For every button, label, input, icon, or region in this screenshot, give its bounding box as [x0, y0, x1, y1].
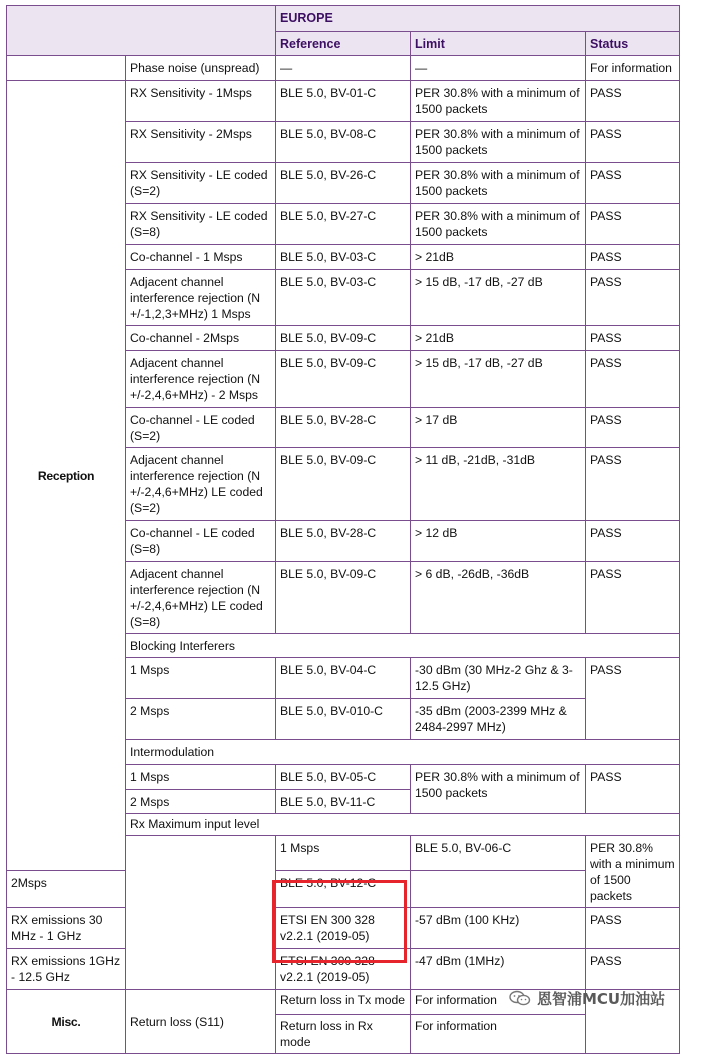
row-reference: BLE 5.0, BV-27-C [276, 204, 411, 245]
watermark-text: 恩智浦MCU加油站 [537, 989, 666, 1008]
row-status: PASS [586, 658, 680, 740]
limit-column-header: Limit [411, 32, 586, 56]
row-status: PASS [586, 270, 680, 326]
row-limit: -30 dBm (30 MHz-2 Ghz & 3-12.5 GHz) [411, 658, 586, 699]
row-name: Adjacent channel interference rejection (N +/-1,2,3+MHz) 1 Msps [126, 270, 276, 326]
section-blank [126, 836, 276, 990]
row-reference-tx: Return loss in Tx mode [276, 990, 411, 1015]
row-name: Co-channel - 1 Msps [126, 245, 276, 270]
row-name: Adjacent channel interference rejection (N +/-2,4,6+MHz) LE coded (S=8) [126, 562, 276, 634]
row-limit: > 12 dB [411, 521, 586, 562]
row-limit: — [411, 56, 586, 81]
table-row [7, 949, 680, 990]
row-reference: BLE 5.0, BV-09-C [276, 562, 411, 634]
row-name: Co-channel - LE coded (S=8) [126, 521, 276, 562]
row-name: 2 Msps [126, 699, 276, 740]
row-limit: -47 dBm (1MHz) [411, 949, 586, 990]
row-reference-rx: Return loss in Rx mode [276, 1015, 411, 1054]
row-status: PASS [586, 908, 680, 949]
row-name: RX Sensitivity - LE coded (S=2) [126, 163, 276, 204]
row-reference: — [276, 56, 411, 81]
region-header: EUROPE [276, 6, 680, 32]
row-limit-rx: For information [411, 1015, 586, 1054]
row-limit: > 21dB [411, 326, 586, 351]
row-name: 1 Msps [126, 765, 276, 790]
row-name: RX Sensitivity - 2Msps [126, 122, 276, 163]
row-status: PASS [586, 245, 680, 270]
table-row [7, 871, 680, 908]
row-limit: PER 30.8% with a minimum of 1500 packets [411, 163, 586, 204]
row-limit: > 6 dB, -26dB, -36dB [411, 562, 586, 634]
group-label: Blocking Interferers [126, 634, 680, 658]
row-reference: BLE 5.0, BV-03-C [276, 270, 411, 326]
row-limit: PER 30.8% with a minimum of 1500 packets [411, 204, 586, 245]
row-limit: > 15 dB, -17 dB, -27 dB [411, 351, 586, 408]
row-reference: BLE 5.0, BV-11-C [276, 790, 411, 814]
row-status: PASS [586, 448, 680, 521]
row-name: RX emissions 1GHz - 12.5 GHz [7, 949, 126, 990]
row-status: PASS [586, 122, 680, 163]
watermark [509, 986, 665, 1010]
row-limit: PER 30.8% with a minimum of 1500 packets [411, 122, 586, 163]
row-name: RX Sensitivity - LE coded (S=8) [126, 204, 276, 245]
row-limit: > 15 dB, -17 dB, -27 dB [411, 270, 586, 326]
section-blank [7, 56, 126, 81]
row-limit: -57 dBm (100 KHz) [411, 908, 586, 949]
row-name: Co-channel - 2Msps [126, 326, 276, 351]
group-label: Intermodulation [126, 740, 680, 765]
test-results-table [6, 5, 680, 1054]
row-name: 2 Msps [126, 790, 276, 814]
row-status: PASS [586, 521, 680, 562]
row-name: RX emissions 30 MHz - 1 GHz [7, 908, 126, 949]
row-limit: PER 30.8% with a minimum of 1500 packets [411, 81, 586, 122]
reference-column-header: Reference [276, 32, 411, 56]
row-name: 1 Msps [126, 658, 276, 699]
row-reference: BLE 5.0, BV-26-C [276, 163, 411, 204]
row-reference: BLE 5.0, BV-08-C [276, 122, 411, 163]
row-limit: -35 dBm (2003-2399 MHz & 2484-2997 MHz) [411, 699, 586, 740]
row-name: Co-channel - LE coded (S=2) [126, 408, 276, 448]
row-reference: BLE 5.0, BV-09-C [276, 326, 411, 351]
row-status: PASS [586, 949, 680, 990]
row-limit-tx: For information [411, 990, 586, 1015]
row-reference: BLE 5.0, BV-04-C [276, 658, 411, 699]
row-reference: BLE 5.0, BV-09-C [276, 351, 411, 408]
row-name: 1 Msps [276, 836, 411, 871]
reception-section-label: Reception [7, 81, 126, 871]
row-name: Adjacent channel interference rejection (N +/-2,4,6+MHz) LE coded (S=2) [126, 448, 276, 521]
row-status: For information [586, 56, 680, 81]
row-limit: > 17 dB [411, 408, 586, 448]
wechat-icon [509, 990, 531, 1006]
misc-section-label: Misc. [7, 990, 126, 1054]
status-column-header: Status [586, 32, 680, 56]
row-status: PASS [586, 408, 680, 448]
table-row [7, 56, 680, 81]
row-status: PASS [586, 81, 680, 122]
row-status: PASS [586, 204, 680, 245]
group-label: Rx Maximum input level [126, 814, 680, 836]
row-name: RX Sensitivity - 1Msps [126, 81, 276, 122]
row-reference: BLE 5.0, BV-01-C [276, 81, 411, 122]
table-row [7, 81, 680, 122]
row-reference: BLE 5.0, BV-05-C [276, 765, 411, 790]
header-blank [7, 6, 276, 56]
row-reference: BLE 5.0, BV-03-C [276, 245, 411, 270]
table-row [7, 908, 680, 949]
row-status: PASS [586, 765, 680, 814]
row-reference: BLE 5.0, BV-06-C [411, 836, 586, 871]
row-reference: BLE 5.0, BV-28-C [276, 521, 411, 562]
row-status: PASS [586, 351, 680, 408]
row-reference: ETSI EN 300 328 v2.2.1 (2019-05) [276, 908, 411, 949]
row-name: Phase noise (unspread) [126, 56, 276, 81]
row-status: PASS [586, 163, 680, 204]
row-reference: BLE 5.0, BV-28-C [276, 408, 411, 448]
row-limit: > 21dB [411, 245, 586, 270]
row-name: Adjacent channel interference rejection (N +/-2,4,6+MHz) - 2 Msps [126, 351, 276, 408]
row-limit: PER 30.8% with a minimum of 1500 packets [586, 836, 680, 908]
row-reference: BLE 5.0, BV-12-C [276, 871, 411, 908]
row-name: 2Msps [7, 871, 126, 908]
row-reference: BLE 5.0, BV-09-C [276, 448, 411, 521]
row-reference: ETSI EN 300 328 v2.2.1 (2019-05) [276, 949, 411, 990]
row-limit: > 11 dB, -21dB, -31dB [411, 448, 586, 521]
row-status: PASS [586, 326, 680, 351]
row-limit: PER 30.8% with a minimum of 1500 packets [411, 765, 586, 814]
row-reference: BLE 5.0, BV-010-C [276, 699, 411, 740]
row-status: PASS [586, 562, 680, 634]
row-name: Return loss (S11) [126, 990, 276, 1054]
